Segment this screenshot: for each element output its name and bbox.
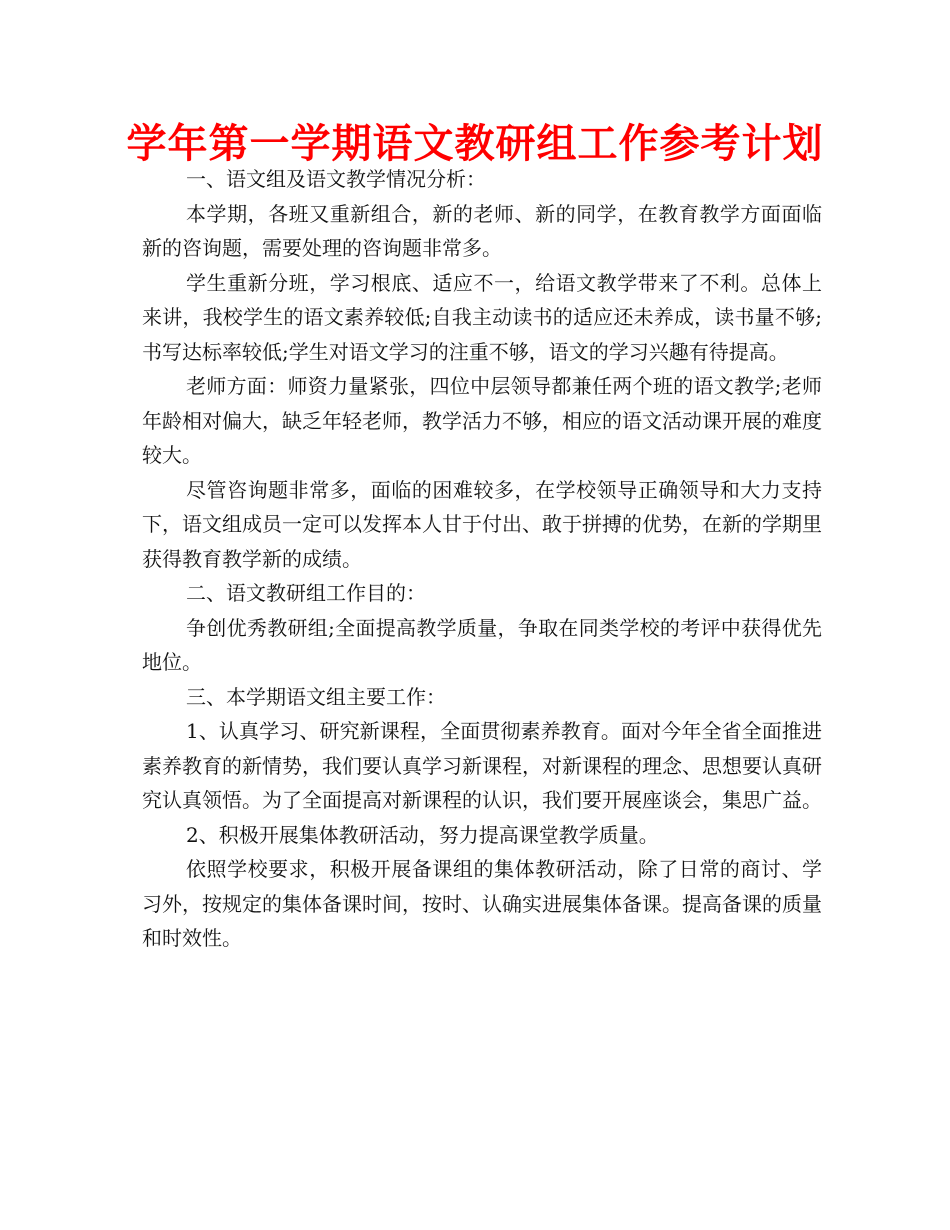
section-heading-1: 一、语文组及语文教学情况分析： [186,167,486,191]
paragraph: 本学期，各班又重新组合，新的老师、新的同学，在教育教学方面面临新的咨询题，需要处理的咨询题非常多。 [142,201,822,260]
paragraph: 老师方面：师资力量紧张，四位中层领导都兼任两个班的语文教学;老师年龄相对偏大，缺乏年轻老师，教学活力不够，相应的语文活动课开展的难度较大。 [142,374,822,467]
section-heading-2: 二、语文教研组工作目的： [186,581,426,605]
section-heading-3: 三、本学期语文组主要工作： [186,684,446,709]
paragraph: 争创优秀教研组;全面提高教学质量，争取在同类学校的考评中获得优先地位。 [142,615,822,674]
paragraph: 尽管咨询题非常多，面临的困难较多，在学校领导正确领导和大力支持下，语文组成员一定可以发挥本人甘于付出、敢于拼搏的优势，在新的学期里获得教育教学新的成绩。 [142,477,822,571]
paragraph: 2、积极开展集体教研活动，努力提高课堂教学质量。 [186,822,659,847]
document-body [142,162,822,956]
document-title: 学年第一学期语文教研组工作参考计划 [126,121,824,167]
paragraph: 学生重新分班，学习根底、适应不一，给语文教学带来了不利。总体上来讲，我校学生的语文素养较低;自我主动读书的适应还未养成，读书量不够;书写达标率较低;学生对语文学习的注重不够，语文的学习兴趣有待提高。 [142,270,822,364]
paragraph: 1、认真学习、研究新课程，全面贯彻素养教育。面对今年全省全面推进素养教育的新情势，我们要认真学习新课程，对新课程的理念、思想要认真研究认真领悟。为了全面提高对新课程的认识，我们要开展座谈会，集思广益。 [142,719,822,812]
paragraph: 依照学校要求，积极开展备课组的集体教研活动，除了日常的商讨、学习外，按规定的集体备课时间，按时、认确实进展集体备课。提高备课的质量和时效性。 [142,857,822,950]
